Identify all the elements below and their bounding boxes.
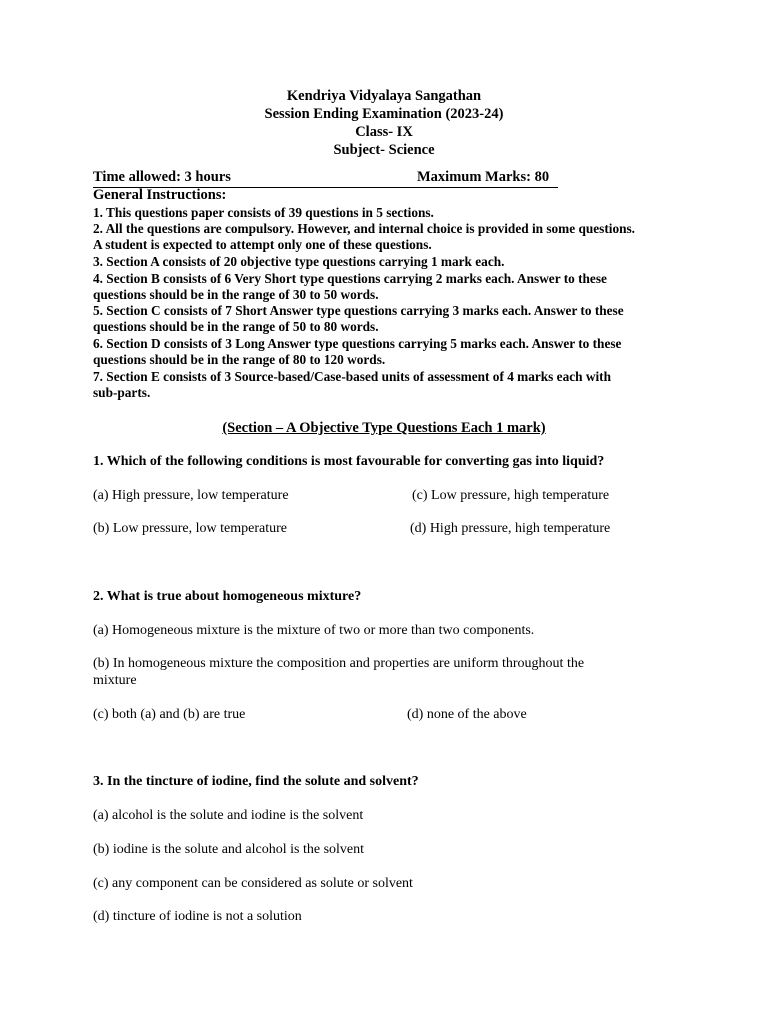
instruction-line: A student is expected to attempt only one of these questions. [93,237,432,252]
q2-option-b: (b) In homogeneous mixture the composition and properties are uniform throughout the [93,656,585,671]
section-a-title: (Section – A Objective Type Questions Each 1 mark) [222,420,546,436]
instruction-line: 5. Section C consists of 7 Short Answer type questions carrying 3 marks each. Answer to these [93,303,624,318]
subject-title: Subject- Science [333,142,435,158]
instruction-line: 7. Section E consists of 3 Source-based/Case-based units of assessment of 4 marks each with [93,369,611,384]
q2-option-a: (a) Homogeneous mixture is the mixture of two or more than two components. [93,623,535,638]
instruction-line: questions should be in the range of 50 to 80 words. [93,319,379,334]
question-1: 1. Which of the following conditions is most favourable for converting gas into liquid? [93,454,605,469]
q1-option-a: (a) High pressure, low temperature [93,488,289,503]
class-title: Class- IX [355,124,413,140]
instruction-line: sub-parts. [93,385,151,400]
exam-title: Session Ending Examination (2023-24) [264,106,504,122]
q1-option-b: (b) Low pressure, low temperature [93,521,287,536]
time-allowed: Time allowed: 3 hours [93,169,231,185]
org-title: Kendriya Vidyalaya Sangathan [286,88,482,104]
q2-option-d: (d) none of the above [407,707,527,722]
instruction-line: 3. Section A consists of 20 objective type questions carrying 1 mark each. [93,254,505,269]
q2-option-b-cont: mixture [93,673,137,688]
q3-option-a: (a) alcohol is the solute and iodine is the solvent [93,808,364,823]
q1-option-d: (d) High pressure, high temperature [410,521,611,536]
instructions-title: General Instructions: [93,187,227,203]
instruction-line: 2. All the questions are compulsory. However, and internal choice is provided in some questions. [93,221,636,236]
q3-option-b: (b) iodine is the solute and alcohol is the solvent [93,842,365,857]
question-3: 3. In the tincture of iodine, find the solute and solvent? [93,774,419,789]
instruction-line: 6. Section D consists of 3 Long Answer type questions carrying 5 marks each. Answer to these [93,336,622,351]
question-2: 2. What is true about homogeneous mixture? [93,589,362,604]
q2-option-c: (c) both (a) and (b) are true [93,707,246,722]
instruction-line: 1. This questions paper consists of 39 questions in 5 sections. [93,205,434,220]
q1-option-c: (c) Low pressure, high temperature [412,488,610,503]
instruction-line: questions should be in the range of 30 to 50 words. [93,287,379,302]
q3-option-d: (d) tincture of iodine is not a solution [93,909,302,924]
instruction-line: 4. Section B consists of 6 Very Short type questions carrying 2 marks each. Answer to these [93,271,607,286]
instruction-line: questions should be in the range of 80 to 120 words. [93,352,386,367]
maximum-marks: Maximum Marks: 80 [417,169,550,185]
q3-option-c: (c) any component can be considered as solute or solvent [93,876,413,891]
